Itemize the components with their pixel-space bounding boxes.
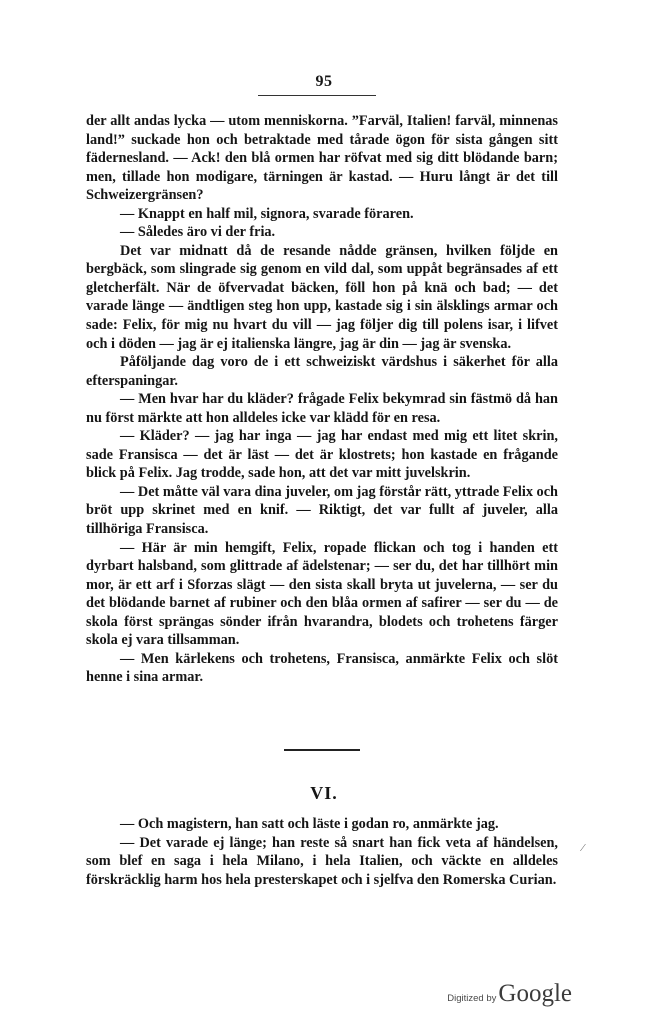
body-text — [86, 112, 558, 687]
chapter-body-text — [86, 815, 558, 889]
section-divider — [284, 749, 360, 751]
header-rule — [258, 95, 376, 96]
google-logo: Google — [498, 980, 572, 1007]
paragraph: Påföljande dag voro de i ett schweiziskt värdshus i säkerhet för alla efterspaningar. — [86, 354, 558, 389]
paragraph: — Det varade ej länge; han reste så snart han fick veta af händelsen, som blef en saga i hela Milano, i hela Italien, och väckte en alldeles förskräcklig harm hos hela presterskapet och i sjelfva den Romerska Curian. — [86, 834, 558, 888]
paragraph: Det var midnatt då de resande nådde gränsen, hvilken följde en bergbäck, som slingrade sig genom en vild dal, som uppåt begränsades af ett gletcherfält. När de öfvervadat bäcken, föll hon på knä och bad; — det varade länge — ändtligen steg hon upp, kastade sig i sin älsklings armar och sade: Felix, för mig nu hvart du vill — jag följer dig till polens isar, i lifvet och i döden — jag är ej italienska längre, jag är din — jag är svenska. — [86, 242, 558, 352]
chapter-heading: VI. — [310, 783, 338, 803]
digitization-watermark — [447, 980, 572, 1008]
paragraph: der allt andas lycka — utom menniskorna. ”Farväl, Italien! farväl, minnenas land!” suckade hon och betraktade med tårade ögon för sista gången sitt fädernesland. — Ack! den blå ormen har röfvat med sig ditt blödande barn; men, tillade hon modigare, tärningen är kastad. — Huru långt är det till Schweizergränsen? — [86, 113, 558, 204]
paragraph: — Och magistern, han satt och läste i godan ro, anmärkte jag. — [120, 816, 499, 832]
margin-mark: ⁄ — [582, 842, 584, 854]
paragraph: — Men kärlekens och trohetens, Fransisca, anmärkte Felix och slöt henne i sina armar. — [86, 650, 558, 686]
paragraph: — Kläder? — jag har inga — jag har endast med mig ett litet skrin, sade Fransisca — det är läst — det är klostrets; hon kastade en frågande blick på Felix. Jag trodde, sade hon, att det var mitt juvelskrin. — [86, 428, 558, 482]
paragraph: — Knappt en half mil, signora, svarade föraren. — [120, 205, 414, 222]
paragraph: — Här är min hemgift, Felix, ropade flickan och tog i handen ett dyrbart halsband, som glittrade af ädelstenar; — ser du, det har tillhört min mor, är ett arf i Sforzas slägt — den sista skall bryta ut juvelerna, — ser du det blödande barnet af rubiner och den blåa ormen af safirer — ser du — de skola först sprängas sönder ifrån hvarandra, blodets och trohetens färger skola ej vara tillsamman. — [86, 539, 558, 649]
paragraph: — Det måtte väl vara dina juveler, om jag förstår rätt, yttrade Felix och bröt upp skrinet med en knif. — Riktigt, det var fullt af juveler, alla tillhöriga Fransisca. — [86, 483, 558, 538]
paragraph: — Således äro vi der fria. — [120, 224, 276, 241]
page-number: 95 — [315, 73, 333, 90]
paragraph: — Men hvar har du kläder? frågade Felix bekymrad sin fästmö då han nu först märkte att hon alldeles icke var klädd för en resa. — [86, 391, 558, 426]
watermark-prefix: Digitized by — [447, 993, 497, 1004]
